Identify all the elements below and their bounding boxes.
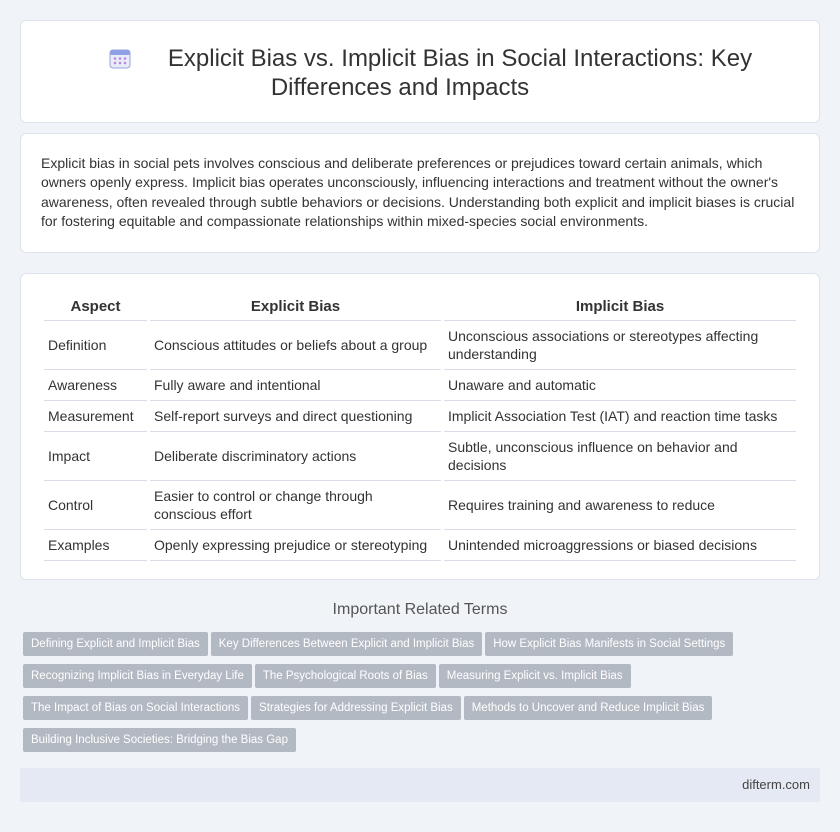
related-term-tag[interactable]: Key Differences Between Explicit and Implicit Bias [211, 632, 482, 656]
related-term-tag[interactable]: The Impact of Bias on Social Interactions [23, 696, 248, 720]
table-row [44, 401, 796, 432]
footer-brand-link[interactable]: difterm.com [742, 777, 810, 792]
cell-explicit: Conscious attitudes or beliefs about a group [150, 321, 441, 370]
cell-aspect: Definition [44, 321, 147, 370]
intro-paragraph: Explicit bias in social pets involves conscious and deliberate preferences or prejudices toward certain animals, which owners openly express. Implicit bias operates unconsciously, influencing interactions and treatment without the owner's awareness, often revealed through subtle behaviors or decisions. Understanding both explicit and implicit biases is crucial for fostering equitable and compassionate relationships within mixed-species social environments. [41, 155, 795, 229]
related-terms-heading: Important Related Terms [332, 601, 508, 618]
related-term-tag[interactable]: Building Inclusive Societies: Bridging the Bias Gap [23, 728, 296, 752]
cell-aspect: Examples [44, 530, 147, 561]
related-term-tag[interactable]: Defining Explicit and Implicit Bias [23, 632, 208, 656]
intro-card [20, 133, 820, 253]
related-terms-list [23, 632, 823, 760]
table-row [44, 530, 796, 561]
cell-explicit: Fully aware and intentional [150, 370, 441, 401]
related-term-tag[interactable]: The Psychological Roots of Bias [255, 664, 436, 688]
footer [20, 768, 820, 802]
cell-aspect: Impact [44, 432, 147, 481]
page-title-line-2: Differences and Impacts [270, 74, 530, 101]
related-term-tag[interactable]: Measuring Explicit vs. Implicit Bias [439, 664, 631, 688]
cell-aspect: Awareness [44, 370, 147, 401]
header-card [20, 20, 820, 123]
column-header-implicit: Implicit Bias [444, 292, 796, 321]
cell-implicit: Unaware and automatic [444, 370, 796, 401]
related-term-tag[interactable]: Methods to Uncover and Reduce Implicit Bias [464, 696, 713, 720]
table-header-row [44, 292, 796, 321]
table-row [44, 370, 796, 401]
cell-implicit: Subtle, unconscious influence on behavior and decisions [444, 432, 796, 481]
table-row [44, 432, 796, 481]
comparison-card [20, 273, 820, 580]
related-term-tag[interactable]: Recognizing Implicit Bias in Everyday Life [23, 664, 252, 688]
table-row [44, 321, 796, 370]
table-row [44, 481, 796, 530]
cell-aspect: Measurement [44, 401, 147, 432]
related-term-tag[interactable]: How Explicit Bias Manifests in Social Settings [485, 632, 733, 656]
cell-explicit: Easier to control or change through conscious effort [150, 481, 441, 530]
column-header-aspect: Aspect [44, 292, 147, 321]
cell-explicit: Self-report surveys and direct questioning [150, 401, 441, 432]
cell-explicit: Openly expressing prejudice or stereotyping [150, 530, 441, 561]
related-term-tag[interactable]: Strategies for Addressing Explicit Bias [251, 696, 461, 720]
cell-implicit: Implicit Association Test (IAT) and reaction time tasks [444, 401, 796, 432]
page-title [21, 44, 819, 102]
cell-implicit: Unintended microaggressions or biased decisions [444, 530, 796, 561]
cell-explicit: Deliberate discriminatory actions [150, 432, 441, 481]
cell-implicit: Unconscious associations or stereotypes affecting understanding [444, 321, 796, 370]
page-title-line-1: Explicit Bias vs. Implicit Bias in Social Interactions: Key [167, 45, 753, 72]
cell-aspect: Control [44, 481, 147, 530]
comparison-table [41, 292, 799, 561]
column-header-explicit: Explicit Bias [150, 292, 441, 321]
cell-implicit: Requires training and awareness to reduce [444, 481, 796, 530]
